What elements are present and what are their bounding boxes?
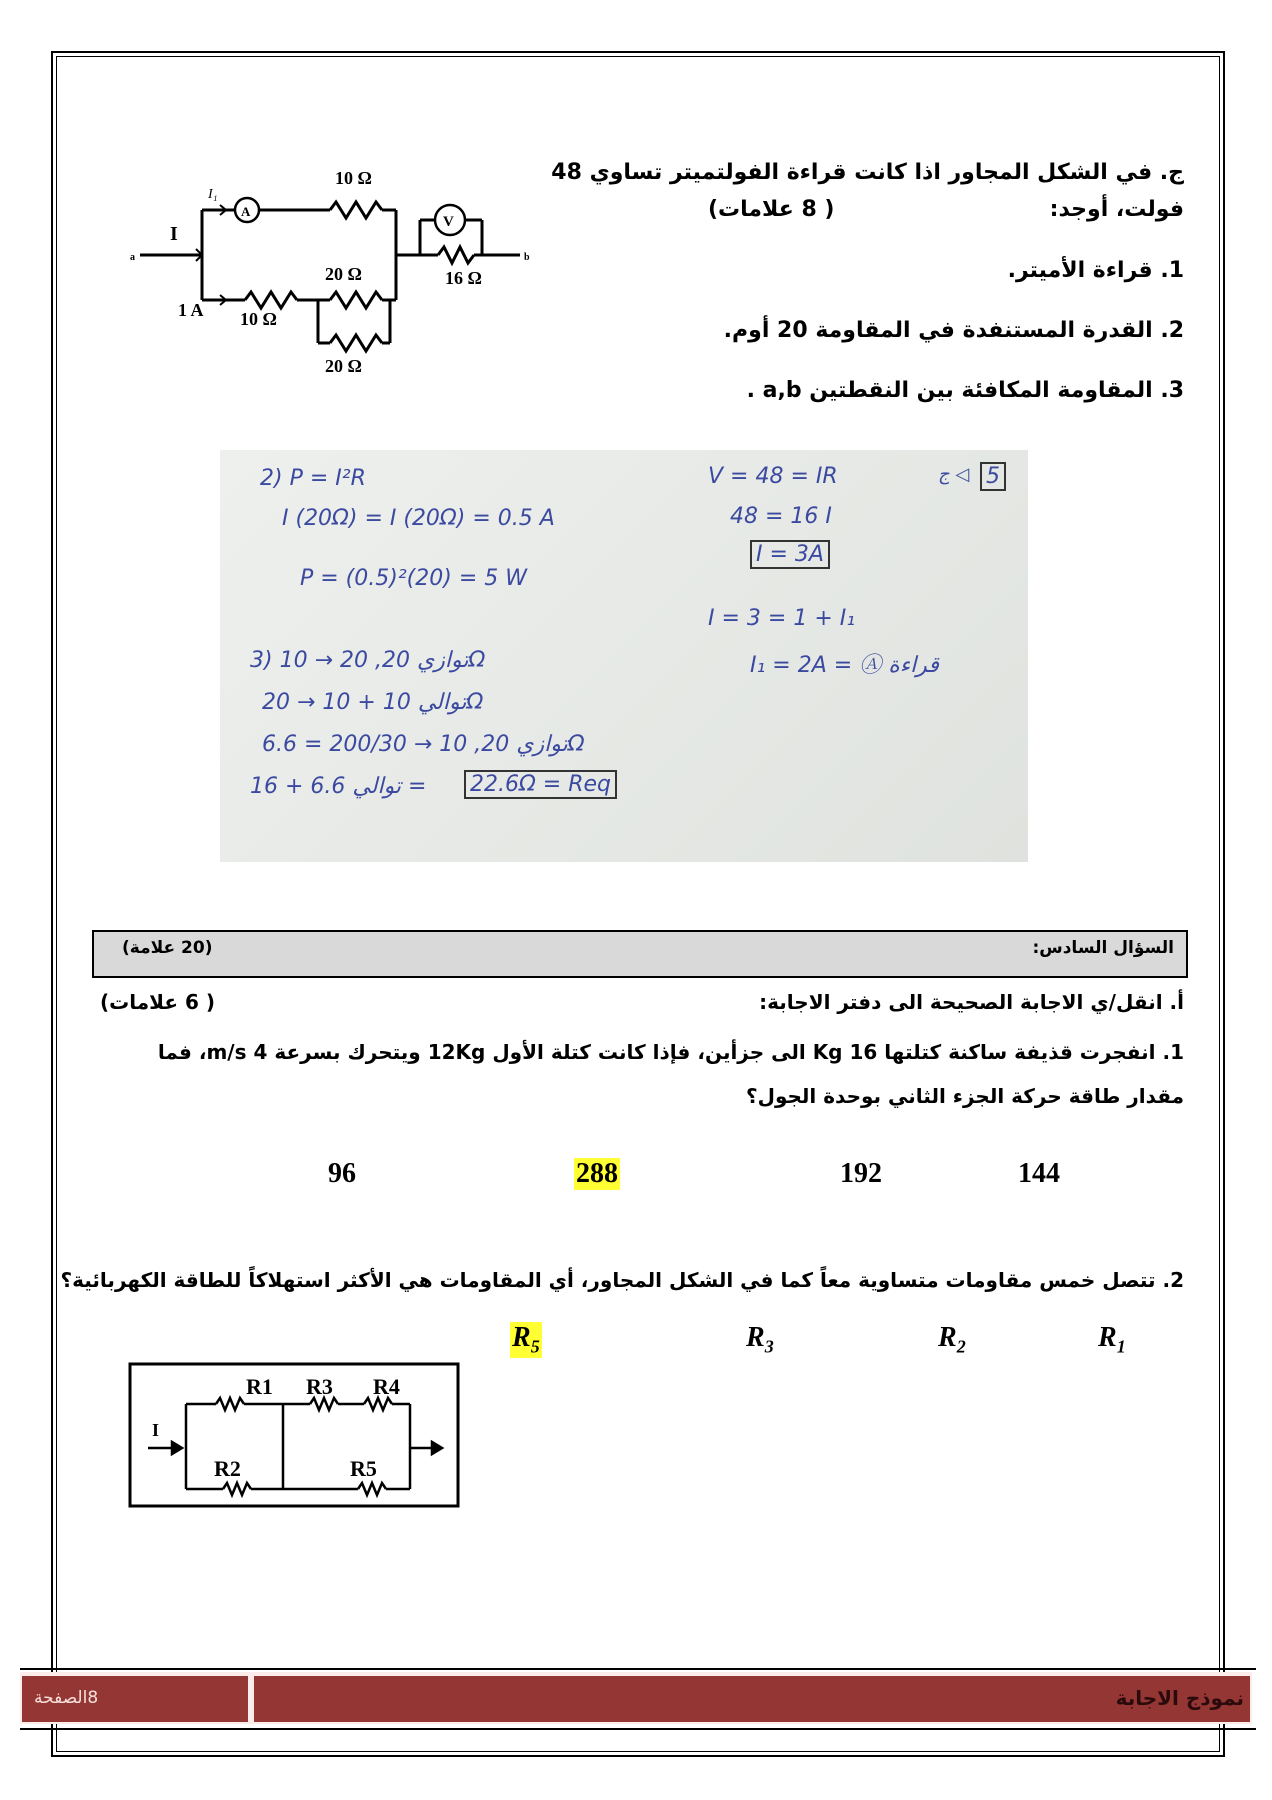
question-c-line1: ج. في الشكل المجاور اذا كانت قراءة الفولتميتر تساوي 48	[551, 160, 1184, 185]
q2-option-r3: $R_3$	[746, 1322, 774, 1357]
label-current: I	[152, 1420, 160, 1440]
footer-page-number: 8الصفحة	[34, 1688, 99, 1708]
hw-right-line-5: I₁ = 2A = Ⓐ قراءة	[750, 653, 939, 678]
q1-option-3-correct: 288	[576, 1158, 618, 1189]
resistor-label-mid-20: 20 Ω	[325, 264, 362, 284]
resistor-label-top-10: 10 Ω	[335, 168, 372, 188]
hw-left-line-6: توازي 20, 10 → 200/30 = 6.6Ω	[262, 732, 585, 757]
q2-option-r2: $R_2$	[938, 1322, 966, 1357]
question-c-item-3: 3. المقاومة المكافئة بين النقطتين a,b .	[746, 378, 1184, 403]
resistor-label-bottom-left-10: 10 Ω	[240, 309, 277, 329]
hw-req-result: 22.6Ω = Req	[464, 770, 617, 799]
hw-right-line-3: I = 3A	[750, 540, 830, 569]
question-c-item-1: 1. قراءة الأميتر.	[1007, 258, 1184, 283]
hw-right-line-4: I = 3 = 1 + I₁	[708, 606, 856, 631]
node-a-label: a	[130, 252, 135, 263]
circuit-diagram-1	[120, 160, 560, 380]
question-c-line2: فولت، أوجد:	[1049, 197, 1184, 222]
question6-marks: (20 علامة)	[122, 938, 213, 958]
hw-left-line-7: توالي 6.6 + 16 =	[250, 774, 427, 799]
question6-header	[92, 930, 1188, 978]
ammeter-label: A	[241, 204, 251, 219]
hw-left-line-2: I (20Ω) = I (20Ω) = 0.5 A	[282, 506, 555, 531]
hw-left-line-4: 3) توازي 20, 20 → 10Ω	[250, 648, 486, 673]
footer-title-cell	[254, 1676, 1250, 1722]
resistor-label-16: 16 Ω	[445, 268, 482, 288]
question6-part-a: أ. انقل/ي الاجابة الصحيحة الى دفتر الاجابة:	[759, 990, 1184, 1014]
q2-option-r5-correct: $R_5$	[512, 1322, 540, 1357]
footer-rule-top	[20, 1668, 1256, 1670]
question6-q1-line1: 1. انفجرت قذيفة ساكنة كتلتها 16 Kg الى جزأين، فإذا كانت كتلة الأول 12Kg ويتحرك بسرعة 4 m/s، فما	[157, 1040, 1184, 1064]
node-b-label: b	[524, 252, 530, 263]
footer-rule-bottom	[20, 1728, 1256, 1730]
question6-q1-line2: مقدار طاقة حركة الجزء الثاني بوحدة الجول؟	[746, 1084, 1184, 1108]
circuit-diagram-2	[128, 1362, 460, 1514]
voltmeter-label: V	[443, 214, 454, 230]
hw-right-line-1: V = 48 = IR	[708, 464, 838, 489]
hw-left-line-3: P = (0.5)²(20) = 5 W	[300, 566, 527, 591]
footer-title: نموذج الاجابة	[1115, 1686, 1244, 1710]
label-r1: R1	[246, 1374, 273, 1399]
footer-page-cell	[22, 1676, 248, 1722]
q1-option-1: 144	[1018, 1158, 1060, 1189]
hw-left-line-5: توالي 10 + 10 → 20Ω	[262, 690, 484, 715]
q1-option-4: 96	[328, 1158, 356, 1189]
question-c-item-2: 2. القدرة المستنفدة في المقاومة 20 أوم.	[723, 318, 1184, 343]
question-c-marks: ( 8 علامات)	[708, 197, 835, 222]
question6-q2-text: 2. تتصل خمس مقاومات متساوية معاً كما في الشكل المجاور، أي المقاومات هي الأكثر استهلاكاً للطاقة الكهربائية؟	[60, 1268, 1184, 1292]
question6-title: السؤال السادس:	[1032, 938, 1174, 958]
label-r4: R4	[373, 1374, 400, 1399]
handwritten-solution-photo	[220, 450, 1028, 862]
q1-option-2: 192	[840, 1158, 882, 1189]
hw-mark-5: 5	[980, 462, 1006, 491]
current-label-branch: I₁	[208, 187, 218, 202]
label-r5: R5	[350, 1456, 377, 1481]
q2-option-r1: $R_1$	[1098, 1322, 1126, 1357]
footer-bar	[20, 1672, 1252, 1724]
resistor-label-bottom-20: 20 Ω	[325, 356, 362, 376]
question6-part-a-marks: ( 6 علامات)	[100, 990, 215, 1014]
current-label-total: I	[170, 223, 178, 245]
hw-right-line-2: 48 = 16 I	[730, 504, 832, 529]
label-r2: R2	[214, 1456, 241, 1481]
hw-part-label: ج ◁	[938, 464, 970, 485]
hw-left-line-1: 2) P = I²R	[260, 466, 366, 491]
label-r3: R3	[306, 1374, 333, 1399]
current-label-1a: 1 A	[178, 300, 204, 320]
